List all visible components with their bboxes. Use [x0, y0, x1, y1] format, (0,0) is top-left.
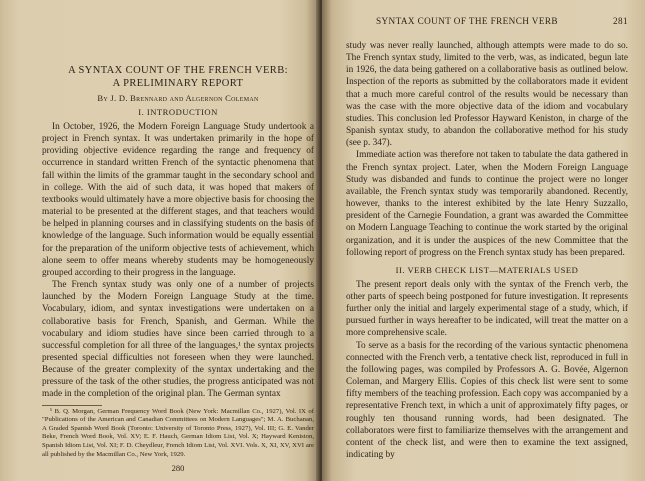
left-page: [0, 0, 320, 481]
page-number-left: 280: [171, 463, 185, 473]
article-authors: By J. D. Brennard and Algernon Coleman: [97, 93, 259, 103]
article-title-line2: A PRELIMINARY REPORT: [112, 78, 244, 89]
right-page: [322, 0, 645, 481]
section-heading-introduction: I. INTRODUCTION: [138, 107, 218, 117]
section-heading-verb-check-list: II. VERB CHECK LIST—MATERIALS USED: [395, 264, 579, 275]
paragraph: To serve as a basis for the recording of the various syntactic phenomena connected with the French verb, a tentative check list, reproduced in full in the following pages, was compiled by Professors A. G. Bovée, Algernon Coleman, and Margery Ellis. Copies of this check list were sent to some fifty members of the teaching profession. Each copy was accompanied by a representative French text, in which a unit of approximately fifty pages, or roughly ten thousand running words, had been designated. The collaborators were first to familiarize themselves with the arrangement and content of the check list, and were then to examine the text assigned, indicating by: [346, 340, 628, 460]
running-head-title: SYNTAX COUNT OF THE FRENCH VERB: [376, 16, 558, 26]
left-column: [42, 64, 314, 459]
paragraph: study was never really launched, although attempts were made to do so. The French syntax study, limited to the verb, was, as indicated, begun late in 1926, the data being gathered on a collaborative basis as outlined below. Inspection of the reports as submitted by the collaborators made it evident that a much more careful control of the results would be necessary than was the case with the more objective data of the idiom and vocabulary studies. This conclusion led Professor Hayward Keniston, in charge of the Spanish syntax study, to abandon the collaborative method for his study (see p. 347).: [346, 41, 628, 149]
paragraph: The French syntax study was only one of a number of projects launched by the Modern Foreign Language Study at the time. Vocabulary, idiom, and syntax investigations were undertaken on a collaborative basis for French, Spanish, and German. While the vocabulary and idiom studies have since been carried through to a successful completion for all three of the languages,¹ the syntax projects presented special difficulties not foreseen when they were launched. Because of the greater complexity of the syntax undertaking and the pressure of the task of the other studies, the progress anticipated was not made in the completion of the original plan. The German syntax: [42, 280, 314, 400]
paragraph: The present report deals only with the syntax of the French verb, the other parts of speech being postponed for future investigation. It represents further only the initial and largely experimental stage of a study, which, if pursued further in ways hereafter to be indicated, will treat the matter on a more comprehensive scale.: [346, 279, 628, 339]
paragraph: Immediate action was therefore not taken to tabulate the data gathered in the French syntax project. Later, when the Modern Foreign Language Study was disbanded and funds to continue the project were no longer available, the French syntax study was temporarily abandoned. Recently, however, thanks to the interest exhibited by the late Henry Suzzallo, president of the Carnegie Foundation, a grant was awarded the Committee on Modern Language Teaching to continue the work started by the original organization, and it is under the auspices of the new Committee that the following report of progress on the French syntax study has been prepared.: [346, 150, 628, 258]
paragraph: In October, 1926, the Modern Foreign Language Study undertook a project in French syntax. It was undertaken primarily in the hope of providing objective evidence regarding the range and frequency of occurrence in standard written French of the syntactic phenomena that fall within the limits of the grammar taught in the secondary school and in college. With the aid of such data, it was hoped that makers of textbooks would ultimately have a more objective basis for choosing the material to be presented at the different stages, and that teachers would be helped in planning courses and in classifying students on the basis of knowledge of the language. Such information would be equally essential for the preparation of the uniform objective tests of achievement, which alone seem to offer means whereby students may be homogeneously grouped according to their progress in the language.: [42, 122, 314, 278]
page-number-right: 281: [613, 16, 628, 26]
footnote: ¹ B. Q. Morgan, German Frequency Word Book (New York: Macmillan Co., 1927), Vol. IX of "Publications of the American and Canadian Committees on Modern Languages"; M. A. Buchanan, A Graded Spanish Word Book (Toronto: University of Toronto Press, 1927), Vol. III; G. E. Vander Beke, French Word Book, Vol. XV; E. F. Hauch, German Idiom List, Vol. X; Hayward Keniston, Spanish Idiom List, Vol. XI; F. D. Cheydleur, French Idiom List, Vol. XVI. Vols. X, XI, XV, XVI are all published by the Macmillan Co., New York, 1929.: [42, 407, 314, 458]
right-column: [346, 40, 628, 461]
footnote-rule: [42, 405, 102, 406]
article-title-line1: A SYNTAX COUNT OF THE FRENCH VERB:: [68, 65, 288, 76]
